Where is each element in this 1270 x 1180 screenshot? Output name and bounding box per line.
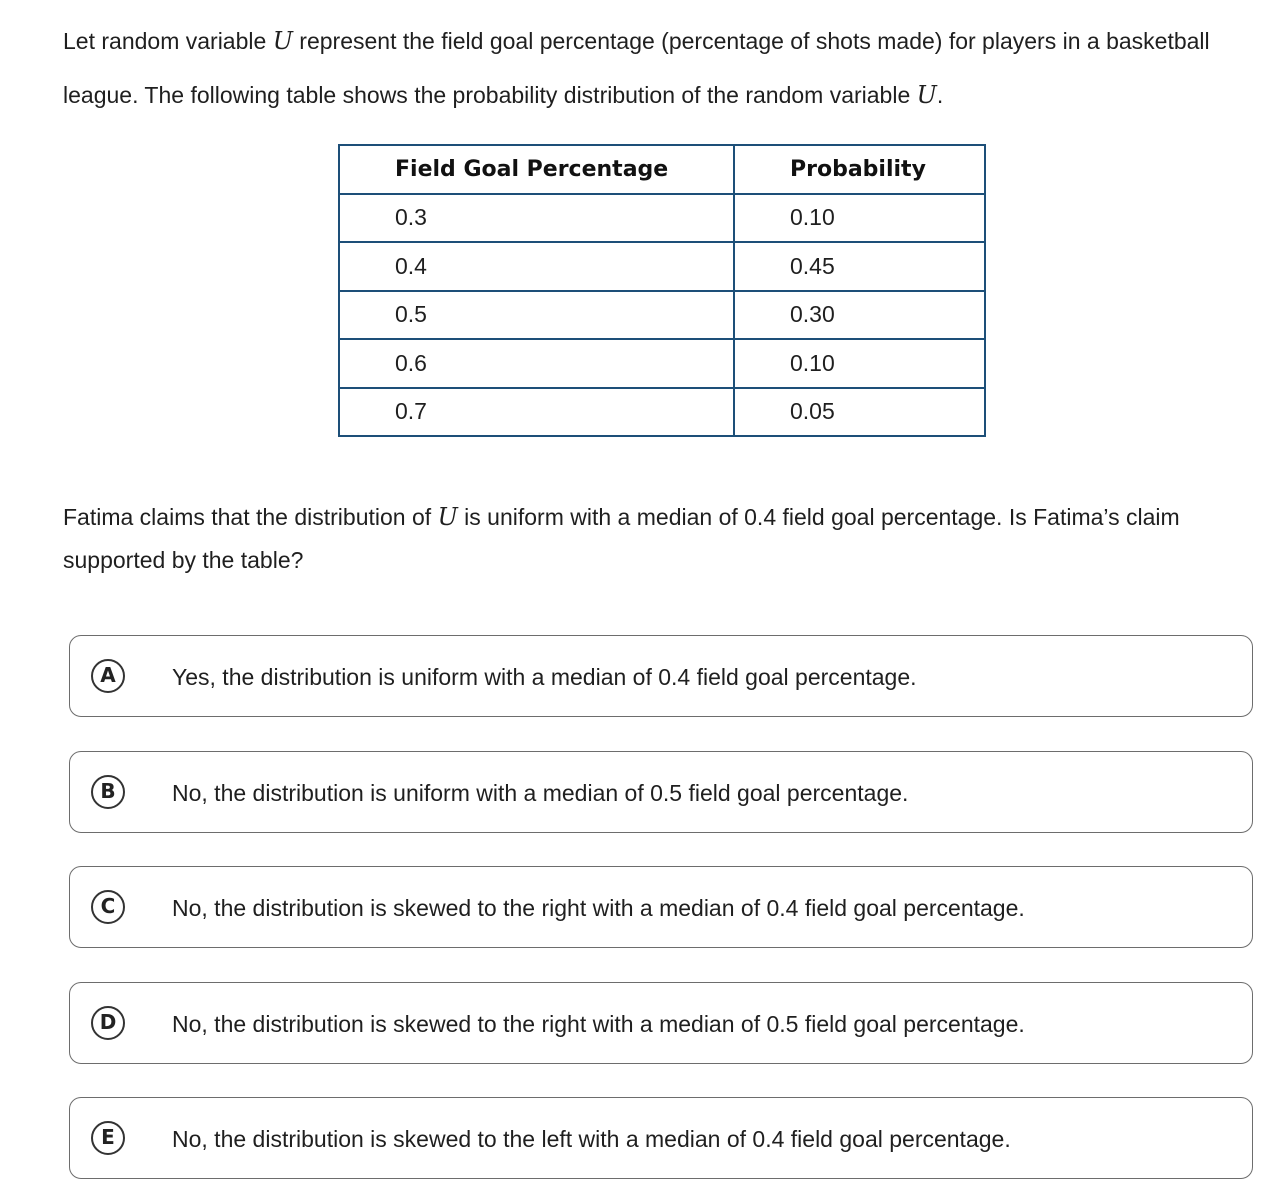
choice-letter-badge: A: [91, 659, 125, 693]
variable-u: U: [916, 81, 937, 109]
question-text-part: Fatima claims that the distribution of: [63, 504, 438, 530]
cell-probability: 0.30: [734, 291, 985, 340]
question-text-part: is uniform with a median of 0.4 field goal percentage. Is Fatima’s claim supported by the table?: [63, 504, 1180, 573]
cell-probability: 0.10: [734, 194, 985, 243]
intro-text-part: represent the field goal percentage (percentage of shots made) for players in a basketball league. The following table shows the probability distribution of the random variable: [63, 28, 1210, 108]
cell-field-goal-percentage: 0.7: [339, 388, 734, 437]
choice-text: No, the distribution is skewed to the right with a median of 0.4 field goal percentage.: [172, 895, 1025, 921]
choice-text: No, the distribution is skewed to the right with a median of 0.5 field goal percentage.: [172, 1011, 1025, 1037]
choice-letter-badge: D: [91, 1006, 125, 1040]
table-header-row: [339, 145, 985, 194]
choice-text: No, the distribution is skewed to the left with a median of 0.4 field goal percentage.: [172, 1126, 1011, 1152]
header-probability: Probability: [734, 145, 985, 194]
table-row: [339, 291, 985, 340]
variable-u: U: [437, 503, 458, 531]
intro-text-part: .: [936, 82, 944, 108]
intro-text: [63, 14, 1243, 122]
table-row: [339, 194, 985, 243]
choice-text: Yes, the distribution is uniform with a median of 0.4 field goal percentage.: [172, 664, 917, 690]
answer-choice-a[interactable]: [69, 635, 1253, 717]
cell-field-goal-percentage: 0.4: [339, 242, 734, 291]
probability-distribution-table: [338, 144, 986, 437]
answer-choice-c[interactable]: [69, 866, 1253, 948]
variable-u: U: [272, 27, 293, 55]
choice-text: No, the distribution is uniform with a median of 0.5 field goal percentage.: [172, 780, 909, 806]
cell-probability: 0.10: [734, 339, 985, 388]
header-field-goal-percentage: Field Goal Percentage: [339, 145, 734, 194]
cell-probability: 0.45: [734, 242, 985, 291]
choice-letter-badge: E: [91, 1121, 125, 1155]
table-row: [339, 242, 985, 291]
answer-choice-b[interactable]: [69, 751, 1253, 833]
answer-choice-d[interactable]: [69, 982, 1253, 1064]
question-text: [63, 496, 1253, 582]
cell-field-goal-percentage: 0.6: [339, 339, 734, 388]
choice-letter-badge: C: [91, 890, 125, 924]
cell-probability: 0.05: [734, 388, 985, 437]
choice-letter-badge: B: [91, 775, 125, 809]
table-row: [339, 388, 985, 437]
intro-text-part: Let random variable: [63, 28, 273, 54]
answer-choice-e[interactable]: [69, 1097, 1253, 1179]
cell-field-goal-percentage: 0.5: [339, 291, 734, 340]
cell-field-goal-percentage: 0.3: [339, 194, 734, 243]
table-row: [339, 339, 985, 388]
